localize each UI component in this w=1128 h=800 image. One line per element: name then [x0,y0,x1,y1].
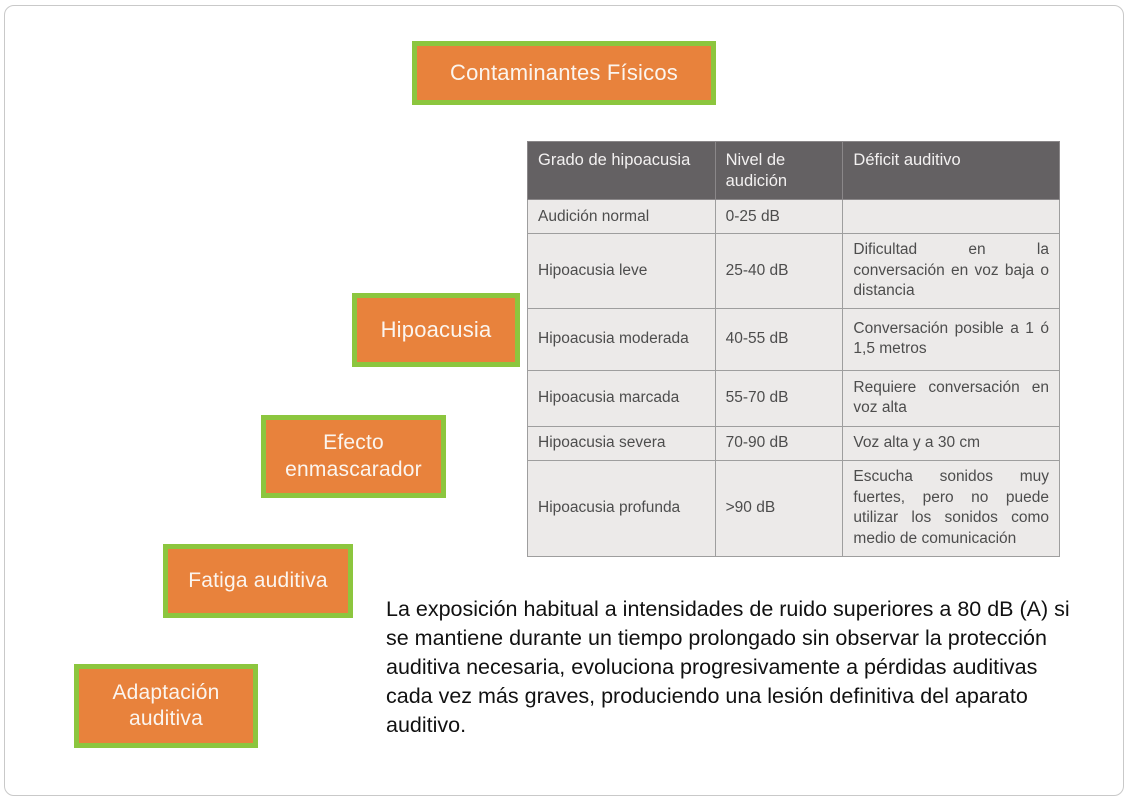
callout-efecto-enmascarador-label: Efecto enmascarador [285,431,422,481]
table-cell: 40-55 dB [715,308,843,370]
callout-efecto-enmascarador [261,415,446,498]
table-cell: Hipoacusia marcada [528,370,716,426]
table-cell: Hipoacusia severa [528,426,716,460]
callout-fatiga-auditiva [163,544,353,618]
table-cell: 55-70 dB [715,370,843,426]
table-cell: >90 dB [715,460,843,556]
table-cell: Dificultad en la conversación en voz baja o distancia [843,234,1060,308]
table-cell: 0-25 dB [715,200,843,234]
column-header-nivel: Nivel de audición [715,142,843,200]
table-row [528,200,1060,234]
table-row [528,460,1060,556]
table-cell: Voz alta y a 30 cm [843,426,1060,460]
callout-adaptacion-auditiva [74,664,258,748]
table-cell: Audición normal [528,200,716,234]
hearing-loss-table [527,141,1060,557]
table-cell: Conversación posible a 1 ó 1,5 metros [843,308,1060,370]
table-cell: 70-90 dB [715,426,843,460]
callout-fatiga-auditiva-label: Fatiga auditiva [188,568,328,592]
callout-hipoacusia-label: Hipoacusia [380,317,492,343]
title-box-label: Contaminantes Físicos [450,60,678,86]
callout-adaptacion-auditiva-label: Adaptación auditiva [112,680,220,730]
table-row [528,370,1060,426]
title-box [412,41,716,105]
table-header-row [528,142,1060,200]
table-cell: Hipoacusia profunda [528,460,716,556]
table-cell: Hipoacusia moderada [528,308,716,370]
table-cell [843,200,1060,234]
callout-hipoacusia [352,293,520,367]
table-cell: Hipoacusia leve [528,234,716,308]
column-header-deficit: Déficit auditivo [843,142,1060,200]
table-cell: Escucha sonidos muy fuertes, pero no puede utilizar los sonidos como medio de comunicación [843,460,1060,556]
body-paragraph: La exposición habitual a intensidades de ruido superiores a 80 dB (A) si se mantiene durante un tiempo prolongado sin observar la protección auditiva necesaria, evoluciona progresivamente a pérdidas auditivas cada vez más graves, produciendo una lesión definitiva del aparato auditivo. [386,597,1070,737]
table-row [528,426,1060,460]
table-row [528,308,1060,370]
table-cell: 25-40 dB [715,234,843,308]
table-row [528,234,1060,308]
column-header-grado: Grado de hipoacusia [528,142,716,200]
table-cell: Requiere conversación en voz alta [843,370,1060,426]
